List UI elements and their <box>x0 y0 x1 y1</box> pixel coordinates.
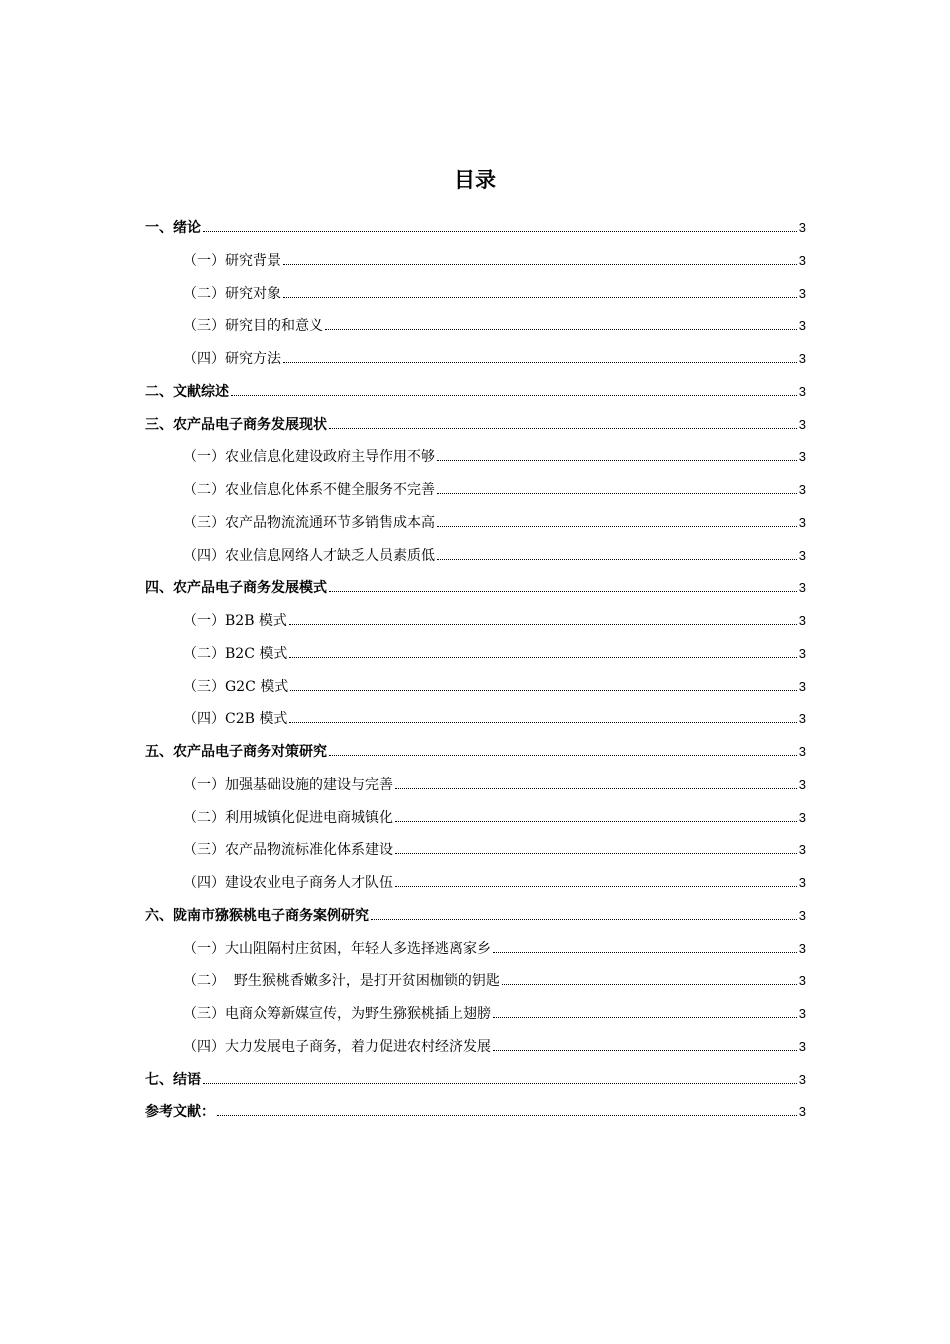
toc-entry[interactable] <box>145 543 806 576</box>
toc-dot-leader <box>437 492 797 494</box>
toc-page-number: 3 <box>798 711 806 727</box>
toc-dot-leader <box>231 394 797 396</box>
toc-dot-leader <box>289 656 796 658</box>
toc-entry-text: （三）农产品物流流通环节多销售成本高 <box>183 514 435 531</box>
toc-page-number: 3 <box>798 613 806 628</box>
toc-dot-leader <box>289 721 796 723</box>
toc-page-number: 3 <box>798 842 806 858</box>
toc-entry[interactable] <box>145 412 806 445</box>
toc-entry-text: （四）C2B 模式 <box>183 711 288 728</box>
toc-entry[interactable] <box>145 936 806 969</box>
toc-entry-text: （二）研究对象 <box>183 285 281 302</box>
toc-page-number: 3 <box>798 875 806 890</box>
toc-entry[interactable] <box>145 870 806 903</box>
toc-entry[interactable] <box>145 739 806 772</box>
toc-entry[interactable] <box>145 444 806 477</box>
toc-dot-leader <box>371 918 797 920</box>
toc-dot-leader <box>217 1114 797 1116</box>
toc-entry[interactable] <box>145 805 806 838</box>
toc-entry[interactable] <box>145 608 806 641</box>
toc-page-number: 3 <box>798 220 806 235</box>
toc-page-number: 3 <box>798 514 806 530</box>
toc-entry-text: （四）大力发展电子商务，着力促进农村经济发展 <box>183 1038 491 1055</box>
toc-dot-leader <box>395 787 797 789</box>
toc-entry[interactable] <box>145 1099 806 1132</box>
toc-entry-text: （一）大山阻隔村庄贫困，年轻人多选择逃离家乡 <box>183 940 491 957</box>
toc-entry[interactable] <box>145 1067 806 1100</box>
toc-dot-leader <box>395 852 797 854</box>
toc-dot-leader <box>329 590 797 592</box>
toc-entry-text: （二）农业信息化体系不健全服务不完善 <box>183 482 435 498</box>
toc-entry-text: （四）农业信息网络人才缺乏人员素质低 <box>183 547 435 564</box>
toc-list <box>145 215 806 1132</box>
toc-entry[interactable] <box>145 772 806 805</box>
toc-page-number: 3 <box>798 1006 806 1021</box>
toc-page-number: 3 <box>798 252 806 268</box>
toc-entry[interactable] <box>145 575 806 608</box>
toc-page-number: 3 <box>798 973 806 989</box>
toc-entry[interactable] <box>145 248 806 281</box>
toc-dot-leader <box>289 623 797 625</box>
toc-page-number: 3 <box>798 1104 806 1120</box>
toc-dot-leader <box>493 951 797 953</box>
toc-dot-leader <box>329 427 797 429</box>
toc-entry-text: 二、文献综述 <box>145 383 229 400</box>
toc-entry[interactable] <box>145 313 806 346</box>
toc-entry-text: 四、农产品电子商务发展模式 <box>145 580 327 597</box>
toc-page-number: 3 <box>798 1038 806 1054</box>
toc-entry[interactable] <box>145 837 806 870</box>
toc-entry[interactable] <box>145 281 806 314</box>
toc-entry-text: （二）利用城镇化促进电商城镇化 <box>183 809 393 826</box>
toc-entry[interactable] <box>145 346 806 379</box>
toc-page-number: 3 <box>798 744 806 759</box>
toc-entry-text: （四）研究方法 <box>183 351 281 367</box>
toc-entry-text: （一）农业信息化建设政府主导作用不够 <box>183 449 435 466</box>
toc-dot-leader <box>203 1082 797 1084</box>
toc-page-number: 3 <box>798 1071 806 1087</box>
toc-entry[interactable] <box>145 968 806 1001</box>
toc-entry-text: 七、结语 <box>145 1071 201 1088</box>
toc-entry-text: （三）农产品物流标准化体系建设 <box>183 842 393 859</box>
toc-page-number: 3 <box>798 351 806 366</box>
toc-page-number: 3 <box>798 678 806 694</box>
toc-entry[interactable] <box>145 674 806 707</box>
toc-dot-leader <box>329 754 797 756</box>
toc-page-number: 3 <box>798 449 806 465</box>
toc-page-number: 3 <box>798 547 806 563</box>
toc-title: 目录 <box>454 168 496 192</box>
toc-entry-text: （三）电商众筹新媒宣传，为野生猕猴桃插上翅膀 <box>183 1006 491 1022</box>
toc-entry[interactable] <box>145 706 806 739</box>
toc-page-number: 3 <box>798 776 806 792</box>
toc-dot-leader <box>502 983 797 985</box>
toc-dot-leader <box>437 525 797 527</box>
toc-entry-text: （二） 野生猴桃香嫩多汁，是打开贫困枷锁的钥匙 <box>183 973 500 990</box>
toc-entry[interactable] <box>145 1034 806 1067</box>
toc-dot-leader <box>395 820 797 822</box>
toc-entry-text: （一）B2B 模式 <box>183 613 287 629</box>
toc-page-number: 3 <box>798 940 806 956</box>
toc-dot-leader <box>325 328 797 330</box>
toc-entry[interactable] <box>145 477 806 510</box>
toc-dot-leader <box>437 459 797 461</box>
toc-entry-text: 一、绪论 <box>145 220 201 236</box>
toc-page-number: 3 <box>798 318 806 334</box>
toc-dot-leader <box>493 1049 797 1051</box>
toc-page-number: 3 <box>798 416 806 432</box>
toc-entry-text: （二）B2C 模式 <box>183 645 288 662</box>
toc-entry-text: 参考文献： <box>145 1104 215 1121</box>
toc-entry[interactable] <box>145 379 806 412</box>
toc-page-number: 3 <box>798 482 806 497</box>
toc-dot-leader <box>283 263 797 265</box>
toc-entry[interactable] <box>145 641 806 674</box>
toc-dot-leader <box>395 885 797 887</box>
toc-dot-leader <box>493 1016 797 1018</box>
toc-entry-text: 五、农产品电子商务对策研究 <box>145 744 327 760</box>
toc-dot-leader <box>283 296 797 298</box>
toc-entry-text: （四）建设农业电子商务人才队伍 <box>183 875 393 891</box>
toc-entry-text: （一）研究背景 <box>183 252 281 269</box>
toc-dot-leader <box>283 361 797 363</box>
toc-page-number: 3 <box>798 580 806 596</box>
toc-entry[interactable] <box>145 903 806 936</box>
toc-dot-leader <box>437 558 797 560</box>
toc-dot-leader <box>203 230 797 232</box>
toc-entry-text: 六、陇南市猕猴桃电子商务案例研究 <box>145 907 369 924</box>
toc-page-number: 3 <box>798 809 806 825</box>
toc-page-number: 3 <box>798 285 806 301</box>
toc-entry[interactable] <box>145 510 806 543</box>
toc-entry-text: 三、农产品电子商务发展现状 <box>145 416 327 433</box>
toc-page-number: 3 <box>798 907 806 923</box>
toc-page-number: 3 <box>798 645 806 661</box>
toc-entry[interactable] <box>145 1001 806 1034</box>
toc-entry[interactable] <box>145 215 806 248</box>
toc-dot-leader <box>290 689 797 691</box>
toc-entry-text: （三）G2C 模式 <box>183 678 289 695</box>
toc-page-number: 3 <box>798 383 806 399</box>
toc-entry-text: （三）研究目的和意义 <box>183 318 323 335</box>
toc-entry-text: （一）加强基础设施的建设与完善 <box>183 776 393 793</box>
